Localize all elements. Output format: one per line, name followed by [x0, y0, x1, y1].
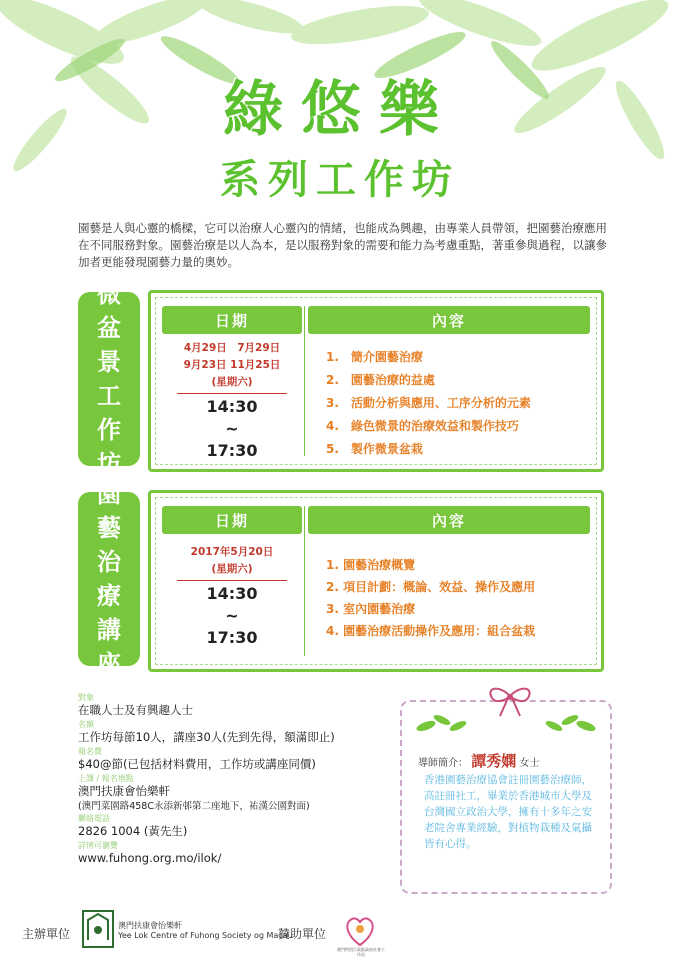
list-item: 1. 簡介園藝治療 — [326, 350, 423, 364]
venue-value: 澳門扶康會怡樂軒 — [78, 784, 170, 798]
address: (澳門菜園路458C永添新邨第二座地下，祐漢公園對面) — [78, 801, 310, 812]
quota-label: 名額 — [78, 720, 94, 729]
workshop-label-char: 工 — [97, 382, 121, 410]
target-label: 對象 — [78, 693, 94, 702]
subtitle: 系列工作坊 — [220, 157, 460, 203]
time-end: 17:30 — [206, 628, 258, 647]
organizer-name-zh: 澳門扶康會怡樂軒 — [118, 921, 182, 930]
time-start: 14:30 — [206, 397, 258, 416]
website-link[interactable]: www.fuhong.org.mo/ilok/ — [78, 851, 222, 865]
speaker-card — [400, 700, 612, 894]
talk-label-char: 園 — [97, 480, 121, 508]
phone-value: 2826 1004 (黃先生) — [78, 824, 188, 838]
talk-label-char: 座 — [97, 650, 121, 678]
content-header: 內容 — [308, 306, 590, 334]
workshop-label-char: 坊 — [97, 450, 121, 478]
speaker-title: 女士 — [519, 758, 540, 769]
sponsor-logo-icon — [338, 911, 382, 951]
list-item: 1. 園藝治療概覽 — [326, 558, 416, 572]
speaker-name: 譚秀嫻 — [471, 752, 517, 770]
fee-label: 報名費 — [78, 747, 102, 756]
bow-icon — [480, 682, 540, 722]
talk-content-list — [326, 554, 588, 642]
list-item: 4. 園藝治療活動操作及應用：組合盆栽 — [326, 624, 536, 638]
speaker-bio: 香港園藝治療協會註冊園藝治療師，高註冊社工，畢業於香港城市大學及台灣國立政治大學，擁有十多年之安老院舍專業經驗，對植物栽種及氣攝皆有心得。 — [424, 774, 592, 850]
intro-paragraph: 園藝是人與心靈的橋樑，它可以治療人心靈內的情緒，也能成為興趣，由專業人員帶領，把園藝治療應用在不同服務對象。園藝治療是以人為本，是以服務對象的需要和能力為考慮重點，著重參與過程，以讓參加者更能發現園藝力量的奧妙。 — [78, 221, 607, 269]
speaker-prefix: 導師簡介： — [418, 758, 468, 769]
quota-value: 工作坊每節10人，講座30人(先到先得，額滿即止) — [78, 730, 335, 744]
talk-side-label — [78, 480, 140, 678]
event-info — [78, 692, 378, 867]
workshop-dates — [162, 340, 302, 462]
workshop-label-char: 景 — [97, 348, 121, 376]
footer — [0, 905, 680, 960]
column-divider — [304, 306, 305, 456]
organizer-logo-icon — [82, 910, 114, 948]
talk-label-char: 講 — [97, 616, 121, 644]
target-value: 在職人士及有興趣人士 — [78, 703, 193, 717]
time-end: 17:30 — [206, 441, 258, 460]
organizer-name — [118, 921, 293, 941]
talk-label-char: 療 — [97, 582, 121, 610]
panel-inner-border — [155, 297, 597, 465]
column-divider — [304, 506, 305, 656]
weekday: (星期六) — [211, 376, 253, 388]
more-label: 詳情可瀏覽 — [78, 841, 118, 850]
date-line: 2017年5月20日 — [190, 546, 274, 558]
list-item: 3. 活動分析與應用、工序分析的元素 — [326, 396, 531, 410]
panel-inner-border — [155, 497, 597, 665]
organizer-name-en: Yee Lok Centre of Fuhong Society og Macau — [118, 931, 293, 940]
date-rule — [177, 580, 287, 581]
list-item: 2. 項目計劃：概論、效益、操作及應用 — [326, 580, 536, 594]
speaker-line — [418, 750, 539, 771]
sponsor-label: 贊助單位 — [278, 927, 327, 941]
content-header: 內容 — [308, 506, 590, 534]
time-separator: ~ — [225, 419, 239, 438]
workshop-label-char: 盆 — [97, 314, 121, 342]
talk-label-char: 藝 — [97, 514, 121, 542]
venue-label: 上課 / 報名地點 — [78, 774, 134, 783]
talk-dates — [162, 544, 302, 649]
talk-label-char: 治 — [97, 548, 121, 576]
date-rule — [177, 393, 287, 394]
workshop-label-char: 微 — [97, 280, 121, 308]
list-item: 4. 綠色微景的治療效益和製作技巧 — [326, 419, 519, 433]
date-header: 日期 — [162, 306, 302, 334]
talk-panel — [148, 490, 604, 672]
organizer-label: 主辦單位 — [22, 927, 71, 941]
dates-line: 4月29日 7月29日 — [183, 342, 281, 354]
list-item: 2. 園藝治療的益處 — [326, 373, 435, 387]
weekday: (星期六) — [211, 563, 253, 575]
time-separator: ~ — [225, 606, 239, 625]
workshop-panel — [148, 290, 604, 472]
dates-line: 9月23日 11月25日 — [183, 359, 281, 371]
main-title: 綠悠樂 — [223, 75, 457, 145]
workshop-content-list — [326, 346, 588, 461]
date-header: 日期 — [162, 506, 302, 534]
fee-value: $40@節(已包括材料費用，工作坊或講座同價) — [78, 757, 316, 771]
time-start: 14:30 — [206, 584, 258, 603]
list-item: 3. 室內園藝治療 — [326, 602, 416, 616]
phone-label: 聯絡電話 — [78, 814, 110, 823]
list-item: 5. 製作微景盆栽 — [326, 442, 423, 456]
workshop-label-char: 作 — [97, 416, 121, 444]
sponsor-name: 澳門特別行政區政府社會工作局 — [337, 947, 385, 957]
workshop-side-label — [78, 280, 140, 478]
